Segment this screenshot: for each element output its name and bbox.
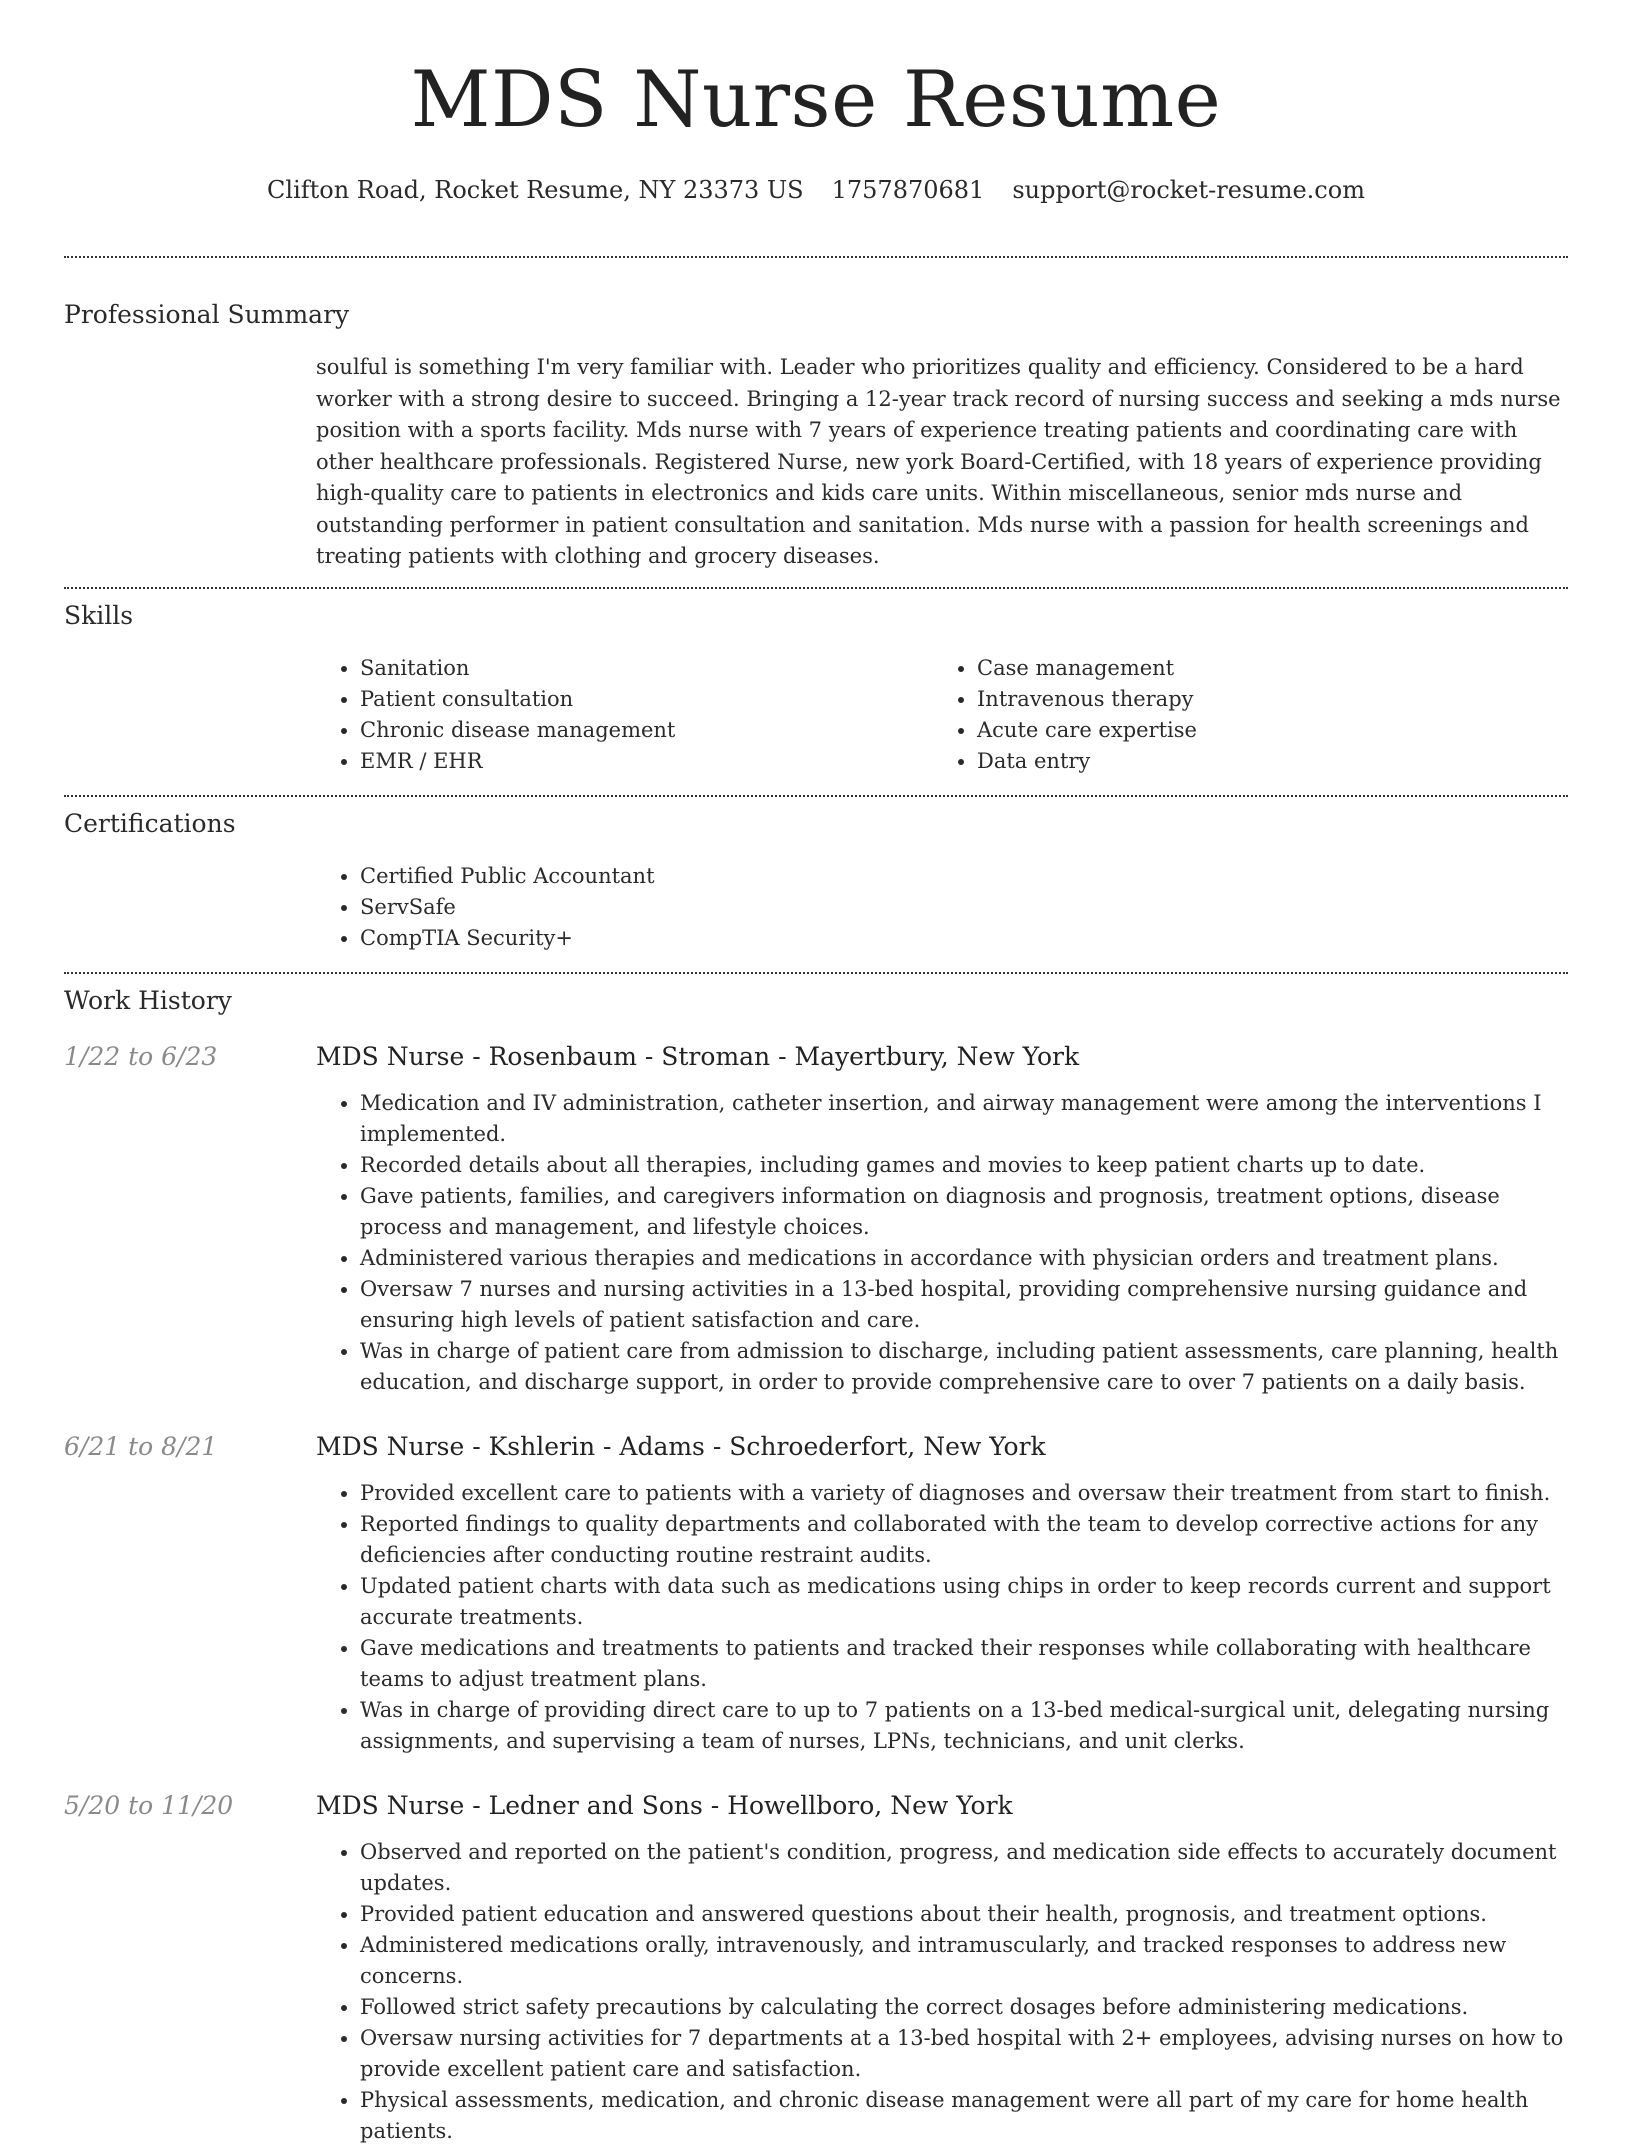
contact-email: support@rocket-resume.com — [1012, 176, 1365, 204]
job-bullets — [316, 1478, 1568, 1757]
summary-heading: Professional Summary — [64, 300, 350, 329]
job-bullet: • Updated patient charts with data such as medications using chips in order to keep records current and support accurate treatments. — [360, 1571, 1568, 1633]
job-entry — [64, 1430, 1568, 1757]
job-bullet: • Oversaw nursing activities for 7 departments at a 13-bed hospital with 2+ employees, advising nurses on how to provide excellent patient care and satisfaction. — [360, 2023, 1568, 2085]
contact-line — [64, 174, 1568, 206]
work-history-section — [64, 974, 1568, 2147]
job-bullet: • Administered medications orally, intravenously, and intramuscularly, and tracked responses to address new concerns. — [360, 1930, 1568, 1992]
job-bullet: • Medication and IV administration, catheter insertion, and airway management were among the interventions I implemented. — [360, 1088, 1568, 1150]
job-title: MDS Nurse - Ledner and Sons - Howellboro, New York — [316, 1790, 1013, 1820]
certifications-section — [64, 797, 1568, 972]
skill-item: • Patient consultation — [360, 684, 933, 715]
job-bullet: • Recorded details about all therapies, including games and movies to keep patient charts up to date. — [360, 1150, 1568, 1181]
certifications-list — [316, 861, 1568, 954]
skill-item: • Sanitation — [360, 653, 933, 684]
skills-section — [64, 589, 1568, 795]
job-bullet: • Was in charge of patient care from admission to discharge, including patient assessments, care planning, health education, and discharge support, in order to provide comprehensive care to over 7 patients on a daily basis. — [360, 1336, 1568, 1398]
certification-item: • ServSafe — [360, 892, 1568, 923]
job-bullet: • Followed strict safety precautions by calculating the correct dosages before administering medications. — [360, 1992, 1568, 2023]
job-title: MDS Nurse - Rosenbaum - Stroman - Mayertbury, New York — [316, 1041, 1080, 1071]
skills-heading: Skills — [64, 600, 134, 630]
skill-item: • EMR / EHR — [360, 746, 933, 777]
job-dates: 1/22 to 6/23 — [64, 1041, 218, 1071]
job-bullet: • Gave patients, families, and caregivers information on diagnosis and prognosis, treatment options, disease process and management, and lifestyle choices. — [360, 1181, 1568, 1243]
job-bullet: • Provided excellent care to patients with a variety of diagnoses and oversaw their treatment from start to finish. — [360, 1478, 1568, 1509]
job-dates: 5/20 to 11/20 — [64, 1790, 234, 1820]
job-bullet: • Gave medications and treatments to patients and tracked their responses while collaborating with healthcare teams to adjust treatment plans. — [360, 1633, 1568, 1695]
skills-list-right — [933, 653, 1550, 777]
job-bullet: • Physical assessments, medication, and chronic disease management were all part of my care for home health patients. — [360, 2085, 1568, 2147]
certification-item: • CompTIA Security+ — [360, 923, 1568, 954]
page-title: MDS Nurse Resume — [410, 55, 1222, 145]
job-bullets — [316, 1088, 1568, 1398]
job-bullet: • Oversaw 7 nurses and nursing activities in a 13-bed hospital, providing comprehensive nursing guidance and ensuring high levels of patient satisfaction and care. — [360, 1274, 1568, 1336]
certification-item: • Certified Public Accountant — [360, 861, 1568, 892]
job-bullet: • Administered various therapies and medications in accordance with physician orders and treatment plans. — [360, 1243, 1568, 1274]
work-history-heading: Work History — [64, 985, 232, 1015]
job-bullet: • Observed and reported on the patient's condition, progress, and medication side effects to accurately document updates. — [360, 1837, 1568, 1899]
job-bullets — [316, 1837, 1568, 2147]
skill-item: • Intravenous therapy — [977, 684, 1550, 715]
job-title: MDS Nurse - Kshlerin - Adams - Schroederfort, New York — [316, 1431, 1046, 1461]
skills-list-left — [316, 653, 933, 777]
job-dates: 6/21 to 8/21 — [64, 1431, 218, 1461]
contact-phone: 1757870681 — [831, 176, 985, 204]
skill-item: • Chronic disease management — [360, 715, 933, 746]
job-entry — [64, 1040, 1568, 1398]
skill-item: • Case management — [977, 653, 1550, 684]
job-bullet: • Reported findings to quality departments and collaborated with the team to develop corrective actions for any deficiencies after conducting routine restraint audits. — [360, 1509, 1568, 1571]
contact-address: Clifton Road, Rocket Resume, NY 23373 US — [267, 176, 804, 204]
job-entry — [64, 1789, 1568, 2147]
summary-text: soulful is something I'm very familiar with. Leader who prioritizes quality and efficiency. Considered to be a hard worker with a strong desire to succeed. Bringing a 12-year track record of nursing success and seeking a mds nurse position with a sports facility. Mds nurse with 7 years of experience treating patients and coordinating care with other healthcare professionals. Registered Nurse, new york Board-Certified, with 18 years of experience providing high-quality care to patients in electronics and kids care units. Within miscellaneous, senior mds nurse and outstanding performer in patient consultation and sanitation. Mds nurse with a passion for health screenings and treating patients with clothing and grocery diseases. — [316, 355, 1561, 568]
certifications-heading: Certifications — [64, 808, 236, 838]
skill-item: • Acute care expertise — [977, 715, 1550, 746]
skill-item: • Data entry — [977, 746, 1550, 777]
summary-section — [64, 258, 1568, 587]
job-bullet: • Was in charge of providing direct care to up to 7 patients on a 13-bed medical-surgical unit, delegating nursing assignments, and supervising a team of nurses, LPNs, technicians, and unit clerks. — [360, 1695, 1568, 1757]
job-bullet: • Provided patient education and answered questions about their health, prognosis, and treatment options. — [360, 1899, 1568, 1930]
